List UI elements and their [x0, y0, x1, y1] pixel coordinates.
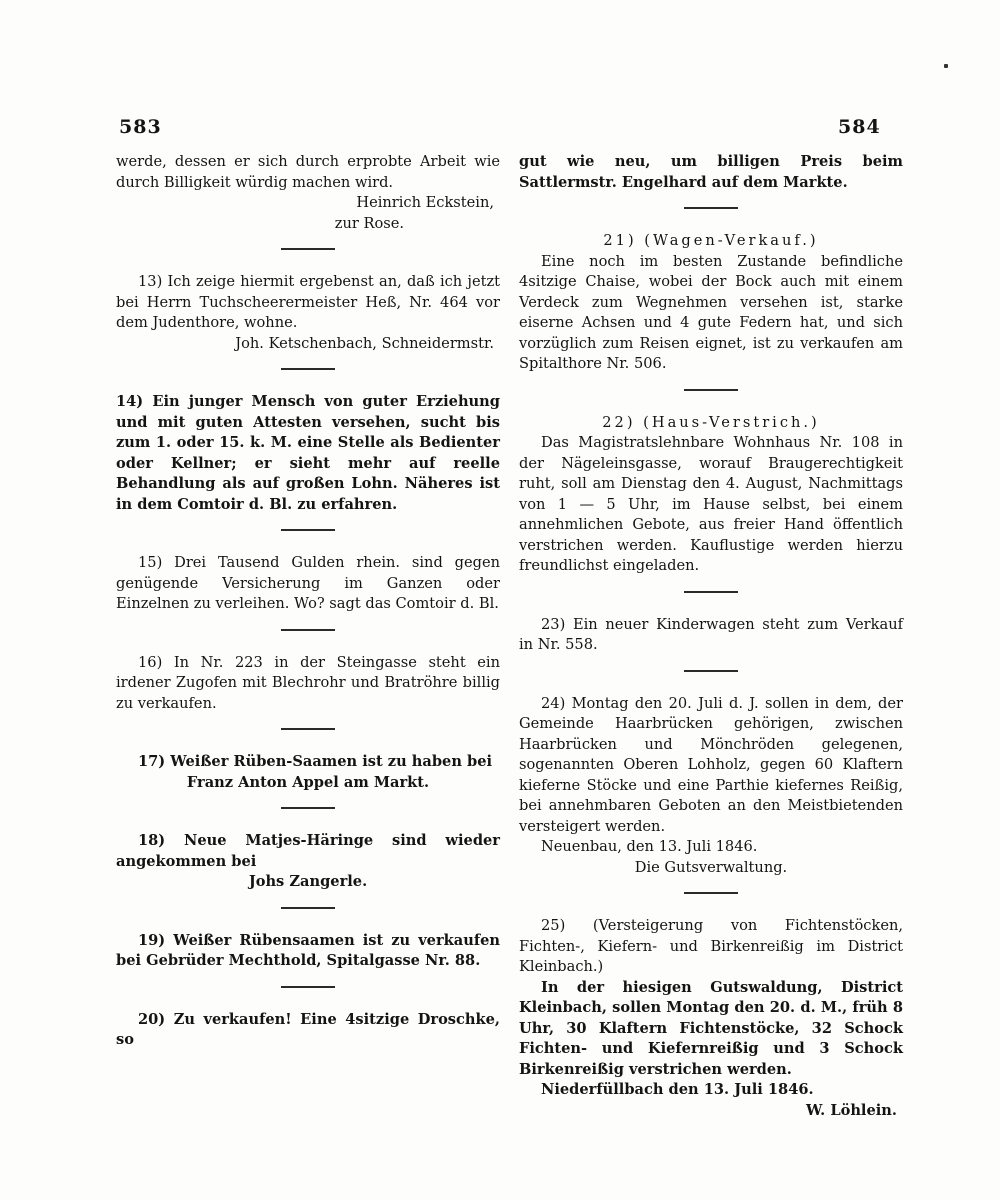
rule-separator — [684, 389, 738, 391]
print-speck — [944, 64, 948, 68]
signature: Die Gutsverwaltung. — [634, 858, 788, 876]
notice-paragraph: 13) Ich zeige hiermit ergebenst an, daß ich jetzt bei Herrn Tuchscheerermeister Heß, Nr. 464 vor dem Judenthore, wohne. — [116, 273, 500, 331]
notice-paragraph: 19) Weißer Rübensaamen ist zu verkaufen bei Gebrüder Mechthold, Spitalgasse Nr. 88. — [116, 931, 500, 969]
page-number-left: 583 — [119, 116, 162, 138]
rule-separator — [281, 529, 335, 531]
notice-paragraph: 16) In Nr. 223 in der Steingasse steht ein irdener Zugofen mit Blechrohr und Bratröhre billig zu verkaufen. — [116, 653, 500, 712]
rule-separator — [281, 907, 335, 909]
rule-separator — [281, 807, 335, 809]
page-number-right: 584 — [838, 116, 881, 138]
rule-separator — [684, 892, 738, 894]
rule-separator — [684, 591, 738, 593]
notice-paragraph: 17) Weißer Rüben-Saamen ist zu haben bei — [138, 753, 493, 770]
notice-paragraph: 20) Zu verkaufen! Eine 4sitzige Droschke, so — [116, 1010, 500, 1048]
signature: Johs Zangerle. — [248, 873, 368, 890]
rule-separator — [684, 207, 738, 209]
signature: Heinrich Eckstein, — [356, 194, 494, 211]
notice-heading: 21) (Wagen-Verkauf.) — [603, 232, 819, 249]
rule-separator — [684, 670, 738, 672]
notice-paragraph: Neuenbau, den 13. Juli 1846. — [541, 838, 758, 855]
notice-paragraph: 15) Drei Tausend Gulden rhein. sind gegen genügende Versicherung im Ganzen oder Einzelnen zu verleihen. Wo? sagt das Comtoir d. Bl. — [116, 554, 500, 612]
rule-separator — [281, 368, 335, 370]
rule-separator — [281, 248, 335, 250]
notice-heading: 22) (Haus-Verstrich.) — [602, 413, 820, 431]
notice-paragraph: Eine noch im besten Zustande befindliche 4sitzige Chaise, wobei der Bock auch mit einem Verdeck zum Wegnehmen versehen ist, starke eiserne Achsen und 4 gute Federn hat, und sich vorzüglich zum Reisen eignet, ist zu verkaufen am Spitalthore Nr. 506. — [519, 252, 903, 372]
right-column — [519, 152, 903, 1121]
left-column — [116, 152, 500, 1051]
signature: Franz Anton Appel am Markt. — [186, 773, 430, 791]
notice-paragraph: Das Magistratslehnbare Wohnhaus Nr. 108 in der Nägeleinsgasse, worauf Braugerechtigkeit ruht, soll am Dienstag den 4. August, Nachmittags von 1 — 5 Uhr, im Hause selbst, bei einem annehmlichen Gebote, aus freier Hand öffentlich verstrichen werden. Kauflustige werden hierzu freundlichst eingeladen. — [519, 434, 903, 574]
notice-paragraph: 24) Montag den 20. Juli d. J. sollen in dem, der Gemeinde Haarbrücken gehörigen, zwischen Haarbrücken und Mönchröden gelegenen, sogenannten Oberen Lohholz, gegen 60 Klaftern kieferne Stöcke und eine Parthie kiefernes Reißig, bei annehmbaren Geboten an den Meistbietenden versteigert werden. — [519, 694, 903, 835]
signature: W. Löhlein. — [806, 1101, 897, 1119]
signature: Joh. Ketschenbach, Schneidermstr. — [235, 334, 494, 352]
notice-paragraph: werde, dessen er sich durch erprobte Arbeit wie durch Billigkeit würdig machen wird. — [116, 153, 500, 191]
notice-paragraph: gut wie neu, um billigen Preis beim Sattlermstr. Engelhard auf dem Markte. — [519, 153, 903, 191]
rule-separator — [281, 986, 335, 988]
notice-paragraph: 25) (Versteigerung von Fichtenstöcken, Fichten-, Kiefern- und Birkenreißig im District Kleinbach.) — [519, 917, 903, 975]
signature-address: zur Rose. — [334, 214, 404, 232]
notice-paragraph: 23) Ein neuer Kinderwagen steht zum Verkauf in Nr. 558. — [519, 615, 903, 653]
notice-paragraph: Niederfüllbach den 13. Juli 1846. — [541, 1081, 814, 1098]
rule-separator — [281, 629, 335, 631]
rule-separator — [281, 728, 335, 730]
notice-paragraph: 18) Neue Matjes-Häringe sind wieder angekommen bei — [116, 832, 500, 870]
notice-paragraph: In der hiesigen Gutswaldung, District Kleinbach, sollen Montag den 20. d. M., früh 8 Uhr, 30 Klaftern Fichtenstöcke, 32 Schock Fichten- und Kiefernreißig und 3 Schock Birkenreißig verstrichen werden. — [519, 978, 903, 1078]
notice-paragraph: 14) Ein junger Mensch von guter Erziehung und mit guten Attesten versehen, sucht bis zum 1. oder 15. k. M. eine Stelle als Bedienter oder Kellner; er sieht mehr auf reelle Behandlung als auf großen Lohn. Näheres ist in dem Comtoir d. Bl. zu erfahren. — [116, 393, 500, 513]
